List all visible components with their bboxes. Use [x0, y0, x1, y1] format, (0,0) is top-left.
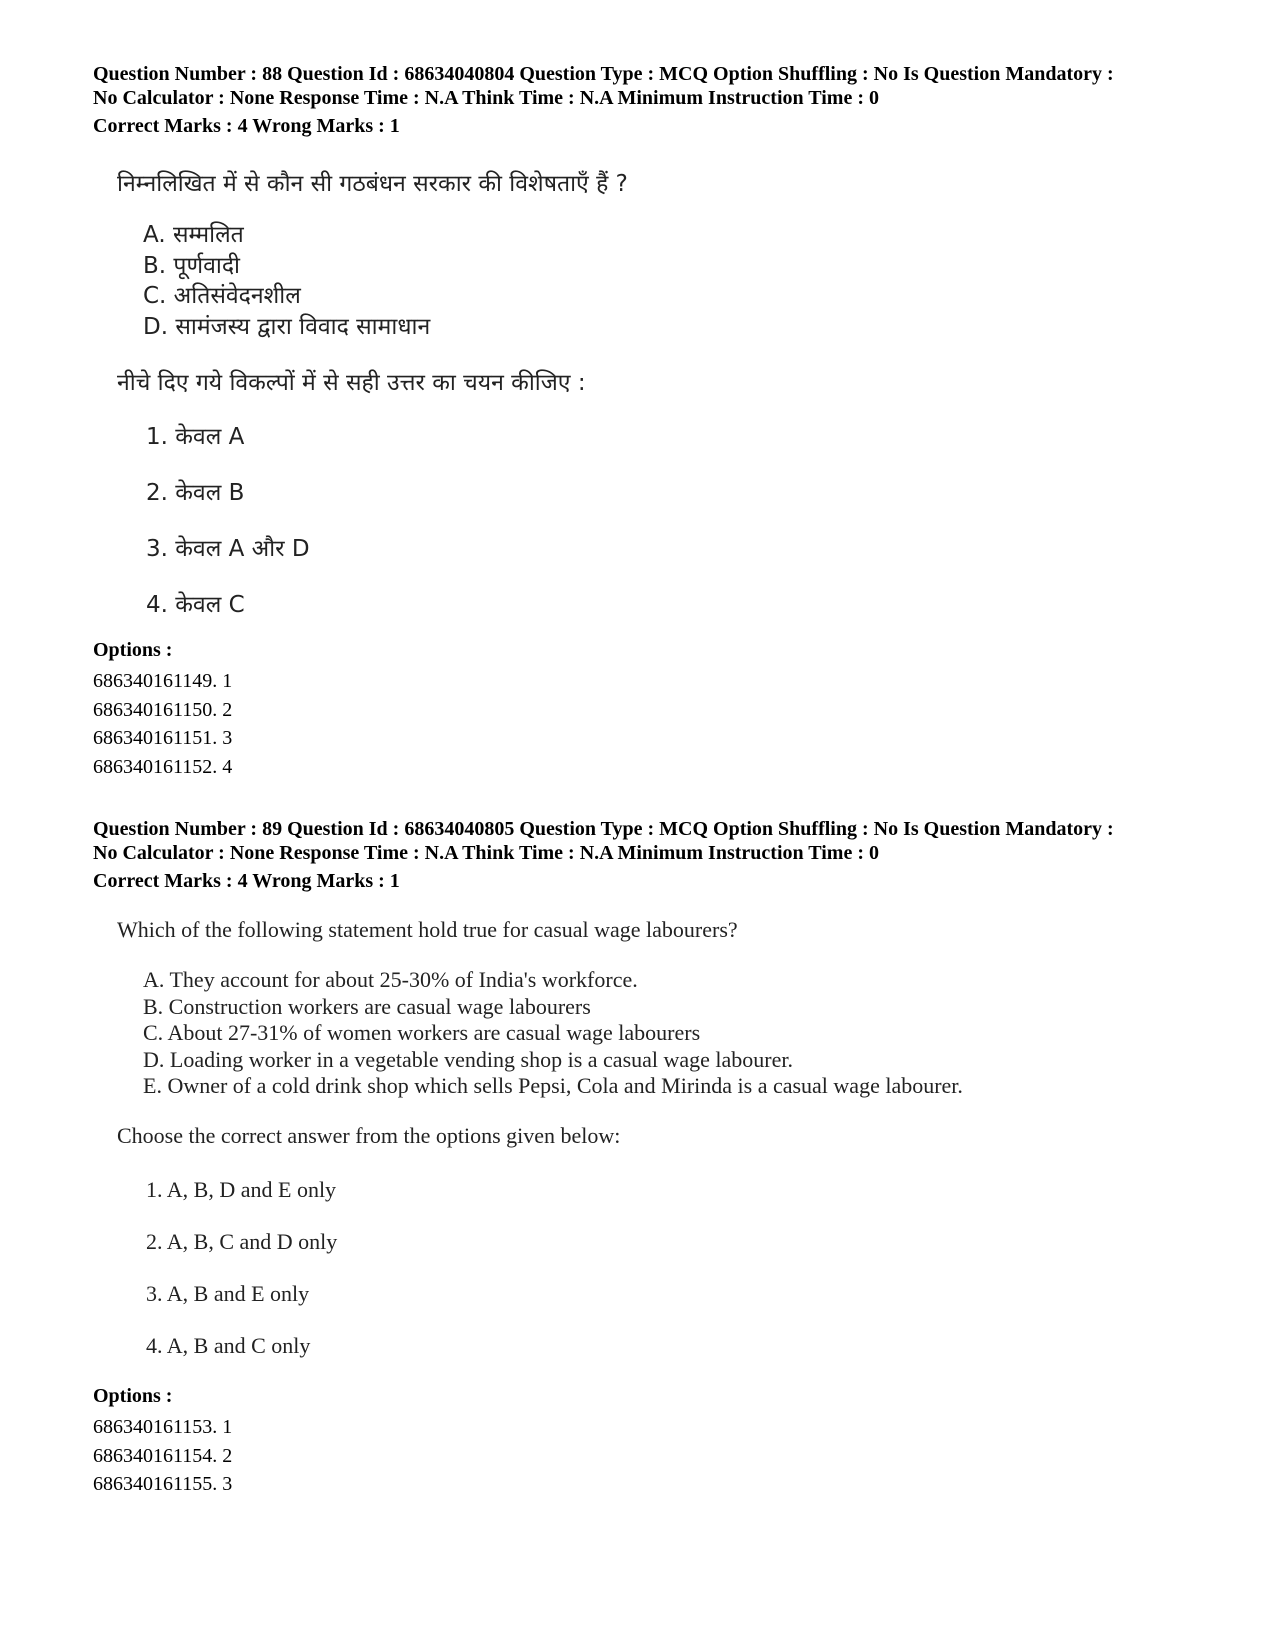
statement-list [143, 967, 963, 1100]
question-header-line2: No Calculator : None Response Time : N.A Think Time : N.A Minimum Instruction Time : 0 [93, 87, 879, 109]
answer-choice-list [146, 420, 310, 644]
options-label: Options : [93, 639, 173, 661]
option-id-item: 686340161151. 3 [93, 727, 233, 749]
statement-list [143, 220, 430, 342]
option-id-item: 686340161153. 1 [93, 1416, 233, 1438]
option-id-list [93, 1413, 232, 1499]
question-text: निम्नलिखित में से कौन सी गठबंधन सरकार की विशेषताएँ हैं ? [117, 171, 628, 197]
option-id-list [93, 667, 232, 781]
choose-instruction: नीचे दिए गये विकल्पों में से सही उत्तर का चयन कीजिए : [117, 370, 586, 396]
question-marks: Correct Marks : 4 Wrong Marks : 1 [93, 115, 400, 137]
option-id-item: 686340161155. 3 [93, 1473, 233, 1495]
statement-item: B. पूर्णवादी [143, 252, 241, 279]
option-id-item: 686340161152. 4 [93, 755, 233, 778]
answer-choice: 2. A, B, C and D only [146, 1229, 338, 1254]
answer-choice: 3. केवल A और D [146, 536, 310, 562]
statement-item: D. सामंजस्य द्वारा विवाद सामाधान [143, 313, 431, 340]
choose-instruction: Choose the correct answer from the options given below: [117, 1123, 621, 1148]
statement-item: C. About 27-31% of women workers are casual wage labourers [143, 1020, 701, 1045]
answer-choice: 1. केवल A [146, 424, 245, 450]
statement-item: C. अतिसंवेदनशील [143, 283, 301, 309]
question-block-89 [93, 817, 1243, 1557]
option-id-item: 686340161149. 1 [93, 670, 233, 692]
answer-choice: 4. A, B and C only [146, 1333, 311, 1358]
statement-item: B. Construction workers are casual wage labourers [143, 993, 591, 1019]
option-id-item: 686340161150. 2 [93, 698, 233, 721]
answer-choice: 4. केवल C [146, 592, 245, 618]
options-label: Options : [93, 1385, 173, 1407]
statement-item: A. सम्मलित [143, 222, 244, 248]
statement-item: E. Owner of a cold drink shop which sells Pepsi, Cola and Mirinda is a casual wage labourer. [143, 1073, 963, 1098]
answer-choice: 2. केवल B [146, 480, 245, 506]
question-header-line2: No Calculator : None Response Time : N.A Think Time : N.A Minimum Instruction Time : 0 [93, 842, 879, 864]
answer-choice: 3. A, B and E only [146, 1281, 310, 1306]
answer-choice-list [146, 1175, 337, 1383]
option-id-item: 686340161154. 2 [93, 1444, 233, 1467]
question-text: Which of the following statement hold true for casual wage labourers? [117, 917, 738, 942]
answer-choice: 1. A, B, D and E only [146, 1177, 337, 1202]
statement-item: D. Loading worker in a vegetable vending shop is a casual wage labourer. [143, 1046, 794, 1072]
question-block-88 [93, 62, 1243, 802]
question-marks: Correct Marks : 4 Wrong Marks : 1 [93, 870, 400, 892]
question-header-line1: Question Number : 89 Question Id : 68634040805 Question Type : MCQ Option Shuffling : No Is Question Mandatory : [93, 818, 1114, 840]
question-header-line1: Question Number : 88 Question Id : 68634040804 Question Type : MCQ Option Shuffling : No Is Question Mandatory : [93, 63, 1114, 85]
statement-item: A. They account for about 25-30% of India's workforce. [143, 967, 638, 992]
